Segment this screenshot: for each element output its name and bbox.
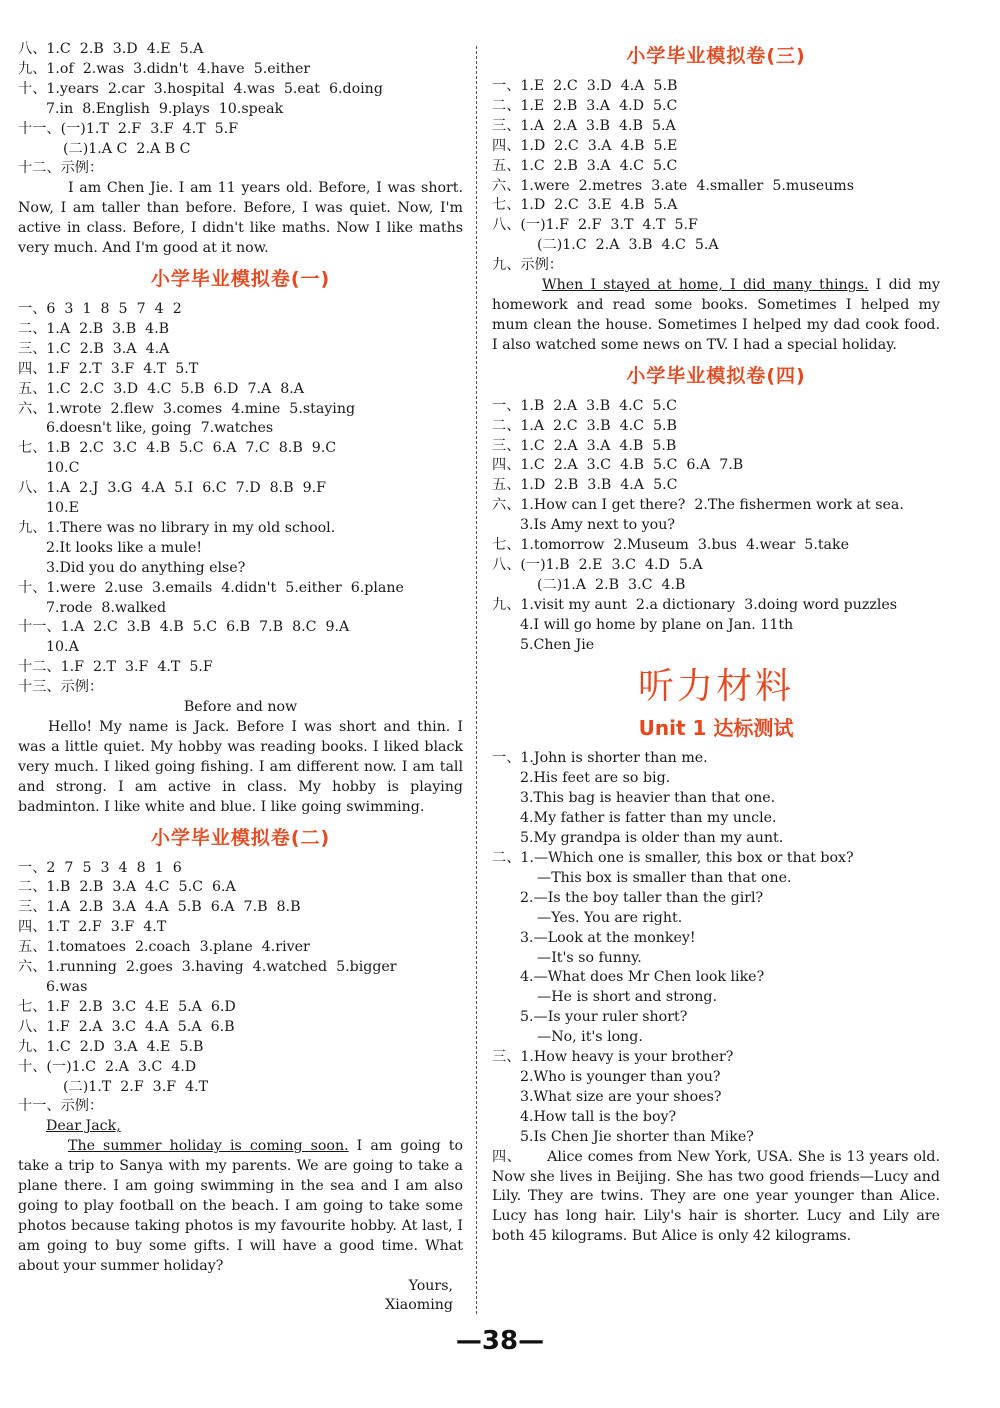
- transcript-line: 3.This bag is heavier than that one.: [520, 790, 776, 807]
- answer-line: 五、1.C 2.C 3.D 4.C 5.B 6.D 7.A 8.A: [18, 380, 305, 397]
- answer-line: 九、1.visit my aunt 2.a dictionary 3.doing word puzzles: [492, 596, 898, 613]
- answer-line: 六、1.How can I get there? 2.The fishermen work at sea.: [492, 497, 904, 514]
- answer-line: 十、(一)1.C 2.A 3.C 4.D: [18, 1058, 197, 1075]
- answer-line: 十、1.were 2.use 3.emails 4.didn't 5.either 6.plane: [18, 579, 404, 596]
- answer-line: 九、示例：: [492, 257, 563, 274]
- transcript-line: 5.Is Chen Jie shorter than Mike?: [520, 1128, 754, 1145]
- transcript-line: 2.His feet are so big.: [520, 770, 671, 787]
- transcript-line: 3.What size are your shoes?: [520, 1088, 722, 1105]
- section-title-mock-1: 小学毕业模拟卷(一): [150, 267, 331, 290]
- answer-line: 一、2 7 5 3 4 8 1 6: [18, 859, 182, 876]
- column-divider: [476, 46, 477, 1314]
- answer-line: 五、1.D 2.B 3.B 4.A 5.C: [492, 477, 678, 494]
- answer-line: 7.rode 8.walked: [46, 599, 167, 616]
- transcript-line: 5.My grandpa is older than my aunt.: [520, 830, 784, 847]
- letter-signature: Xiaoming: [385, 1297, 453, 1314]
- answer-line: 四、1.F 2.T 3.F 4.T 5.T: [18, 360, 199, 377]
- transcript-line: 2.Who is younger than you?: [520, 1068, 721, 1085]
- right-column: [492, 40, 940, 1247]
- essay-title: Before and now: [183, 699, 298, 716]
- answer-line: 五、1.C 2.B 3.A 4.C 5.C: [492, 157, 678, 174]
- answer-line: 四、1.C 2.A 3.C 4.B 5.C 6.A 7.B: [492, 457, 744, 474]
- answer-line: 九、1.C 2.D 3.A 4.E 5.B: [18, 1038, 204, 1055]
- answer-line: 六、1.running 2.goes 3.having 4.watched 5.bigger: [18, 959, 397, 976]
- answer-line: 四、1.D 2.C 3.A 4.B 5.E: [492, 137, 678, 154]
- transcript-line: 2.—Is the boy taller than the girl?: [520, 889, 764, 906]
- unit-title: Unit 1 达标测试: [638, 716, 794, 741]
- sample-letter: [18, 1137, 463, 1276]
- answer-line: (二)1.A 2.B 3.C 4.B: [537, 576, 686, 593]
- answer-line: 10.E: [46, 500, 79, 517]
- answer-line: 七、1.tomorrow 2.Museum 3.bus 4.wear 5.take: [492, 537, 849, 554]
- watermark-logo: [802, 1338, 982, 1400]
- transcript-line: 4.My father is fatter than my uncle.: [520, 810, 777, 827]
- transcript-line: 3.—Look at the monkey!: [520, 929, 696, 946]
- underlined-sentence: When I stayed at home, I did many things.: [542, 277, 869, 294]
- answer-line: (二)1.T 2.F 3.F 4.T: [63, 1078, 209, 1095]
- answer-line: 六、1.were 2.metres 3.ate 4.smaller 5.museums: [492, 177, 855, 194]
- section-title-mock-4: 小学毕业模拟卷(四): [626, 364, 806, 387]
- transcript-line: 一、1.John is shorter than me.: [492, 750, 708, 767]
- transcript-line: 三、1.How heavy is your brother?: [492, 1049, 734, 1066]
- section-title-mock-2: 小学毕业模拟卷(二): [150, 826, 331, 849]
- left-column: [18, 40, 463, 1316]
- answer-line: 3.Is Amy next to you?: [520, 517, 675, 534]
- answer-line: 5.Chen Jie: [520, 636, 595, 653]
- transcript-line: —This box is smaller than that one.: [537, 869, 792, 886]
- answer-line: 六、1.wrote 2.flew 3.comes 4.mine 5.staying: [18, 400, 356, 417]
- transcript-line: —No, it's long.: [537, 1029, 643, 1046]
- answer-line: 五、1.tomatoes 2.coach 3.plane 4.river: [18, 939, 310, 956]
- answer-line: 七、1.F 2.B 3.C 4.E 5.A 6.D: [18, 998, 236, 1015]
- answer-line: 十一、示例：: [18, 1098, 104, 1115]
- transcript-line: 4.How tall is the boy?: [520, 1108, 677, 1125]
- sample-essay: [492, 276, 940, 356]
- answer-line: 三、1.C 2.B 3.A 4.A: [18, 340, 170, 357]
- answer-line: 三、1.A 2.A 3.B 4.B 5.A: [492, 117, 676, 134]
- transcript-passage: [492, 1148, 940, 1248]
- answer-line: (二)1.A C 2.A B C: [63, 140, 191, 157]
- answer-line: 八、(一)1.F 2.F 3.T 4.T 5.F: [492, 217, 698, 234]
- transcript-line: —Yes. You are right.: [537, 909, 683, 926]
- transcript-line: 二、1.—Which one is smaller, this box or that box?: [492, 850, 854, 866]
- transcript-line: —He is short and strong.: [537, 989, 717, 1006]
- section-title-mock-3: 小学毕业模拟卷(三): [626, 45, 806, 67]
- answer-line: 6.doesn't like, going 7.watches: [46, 420, 274, 437]
- answer-line: 十二、1.F 2.T 3.F 4.T 5.F: [18, 659, 213, 676]
- sample-essay: Hello! My name is Jack. Before I was short and thin. I was a little quiet. My hobby was reading books. I liked black very much. I liked going fishing. I am different now. I am tall and strong. I am active in class. My hobby is playing badminton. I like white and blue. I like going swimming.: [18, 719, 463, 815]
- passage-text: Alice comes from New York, USA. She is 13 years old. Now she lives in Beijing. She has two good friends—Lucy and Lily. They are twins. They are one year younger than Alice. Lucy has long hair. Lily's hair is shorter. Lucy and Lily are both 45 kilograms. But Alice is only 42 kilograms.: [492, 1148, 940, 1245]
- answer-line: 七、1.B 2.C 3.C 4.B 5.C 6.A 7.C 8.B 9.C: [18, 440, 337, 457]
- answer-line: 2.It looks like a mule!: [46, 539, 203, 556]
- answer-line: 二、1.E 2.B 3.A 4.D 5.C: [492, 97, 678, 114]
- answer-line: 二、1.A 2.B 3.B 4.B: [18, 320, 170, 337]
- answer-line: 一、1.B 2.A 3.B 4.C 5.C: [492, 397, 677, 414]
- listening-materials-title: 听力材料: [637, 666, 794, 708]
- answer-line: 十一、1.A 2.C 3.B 4.B 5.C 6.B 7.B 8.C 9.A: [18, 619, 350, 636]
- letter-body: I am going to take a trip to Sanya with my parents. We are going to take a plane there. I am going swimming in the sea and I am also going to play football on the beach. I am going to take some photos because taking photos is my favourite hobby. At last, I am going to buy some gifts. I will have a good time. What about your summer holiday?: [18, 1138, 463, 1274]
- essay-body: I did my homework and read some books. Sometimes I helped my mum clean the house. Sometimes I helped my dad cook food. I also watched some news on TV. I had a special holiday.: [492, 277, 940, 353]
- answer-line: 九、1.There was no library in my old school.: [18, 519, 336, 536]
- letter-greeting: Dear Jack,: [46, 1118, 121, 1135]
- answer-line: 十二、示例：: [18, 160, 104, 177]
- transcript-line: 4.—What does Mr Chen look like?: [520, 969, 765, 986]
- answer-line: 四、1.T 2.F 3.F 4.T: [18, 919, 167, 936]
- answer-line: 三、1.C 2.A 3.A 4.B 5.B: [492, 437, 677, 454]
- answer-line: 二、1.A 2.C 3.B 4.C 5.B: [492, 417, 677, 434]
- sample-essay: I am Chen Jie. I am 11 years old. Before, I was short. Now, I am taller than before. Before, I was quiet. Now, I'm active in class. Before, I didn't like maths. Now I like maths very much. And I'm good at it now.: [18, 180, 463, 257]
- answer-line: 一、6 3 1 8 5 7 4 2: [18, 300, 182, 317]
- answer-line: 10.C: [46, 460, 80, 477]
- answer-line: 九、1.of 2.was 3.didn't 4.have 5.either: [18, 60, 311, 77]
- underlined-sentence: The summer holiday is coming soon.: [68, 1138, 349, 1155]
- answer-line: 三、1.A 2.B 3.A 4.A 5.B 6.A 7.B 8.B: [18, 899, 301, 916]
- answer-line: 八、(一)1.B 2.E 3.C 4.D 5.A: [492, 556, 703, 573]
- answer-line: 7.in 8.English 9.plays 10.speak: [46, 100, 284, 117]
- transcript-line: 5.—Is your ruler short?: [520, 1009, 688, 1026]
- answer-line: 七、1.D 2.C 3.E 4.B 5.A: [492, 197, 678, 214]
- answer-line: 二、1.B 2.B 3.A 4.C 5.C 6.A: [18, 879, 236, 896]
- answer-line: 八、1.F 2.A 3.C 4.A 5.A 6.B: [18, 1018, 235, 1035]
- letter-closing: Yours,: [408, 1277, 453, 1294]
- question-label: 四、: [492, 1148, 522, 1165]
- answer-line: 4.I will go home by plane on Jan. 11th: [520, 616, 794, 633]
- answer-line: 一、1.E 2.C 3.D 4.A 5.B: [492, 78, 678, 94]
- page-number: —38—: [455, 1326, 545, 1356]
- answer-line: 八、1.C 2.B 3.D 4.E 5.A: [18, 41, 204, 57]
- answer-line: 6.was: [46, 978, 88, 995]
- answer-line: 3.Did you do anything else?: [46, 559, 246, 576]
- answer-line: (二)1.C 2.A 3.B 4.C 5.A: [537, 237, 719, 254]
- answer-line: 十、1.years 2.car 3.hospital 4.was 5.eat 6.doing: [18, 80, 383, 97]
- answer-line: 十一、(一)1.T 2.F 3.F 4.T 5.F: [18, 120, 239, 137]
- transcript-line: —It's so funny.: [537, 949, 642, 966]
- answer-line: 10.A: [46, 639, 79, 656]
- answer-line: 十三、示例：: [18, 679, 104, 696]
- answer-line: 八、1.A 2.J 3.G 4.A 5.I 6.C 7.D 8.B 9.F: [18, 480, 326, 497]
